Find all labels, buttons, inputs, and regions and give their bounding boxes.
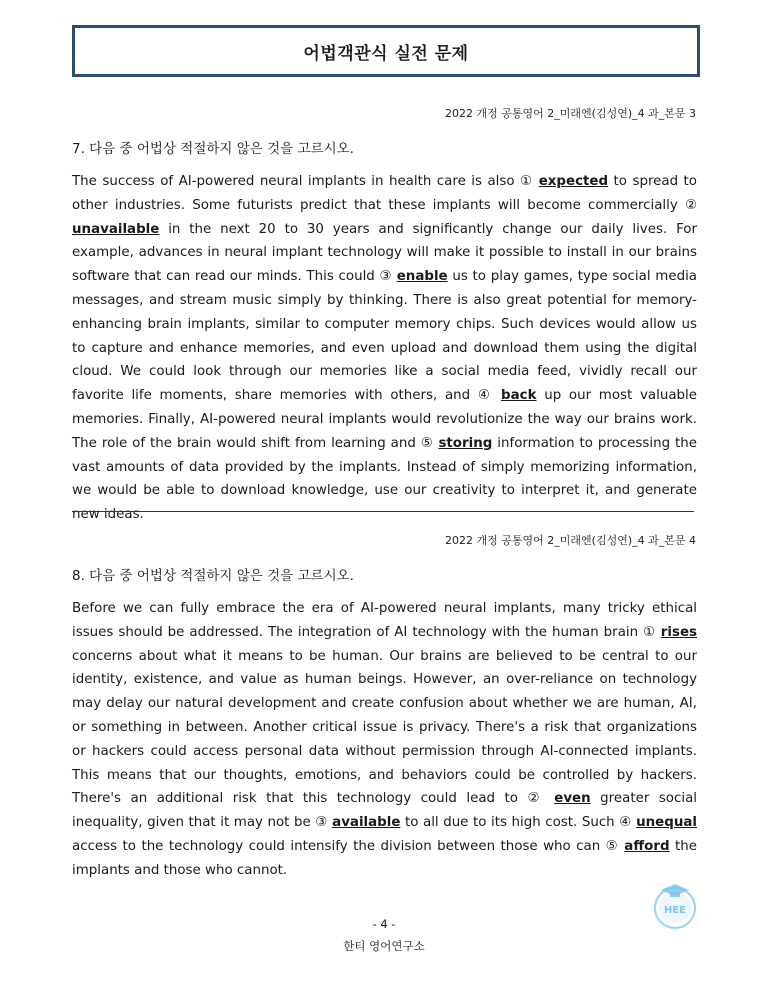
q8-option-2: even bbox=[554, 791, 591, 807]
q8-text-6: the implants and those who cannot. bbox=[72, 838, 697, 878]
q8-option-5: afford bbox=[624, 838, 670, 854]
q8-source: 2022 개정 공통영어 2_미래엔(김성연)_4 과_본문 4 bbox=[445, 534, 696, 547]
divider bbox=[72, 511, 694, 512]
q7-text-4: us to play games, type social media messages, and stream music simply by thinking. There is also great potential for memory-enhancing brain implants, similar to computer memory chips. Such devices would allow us to capture and enhance memories, and even upload and download them using the digital cloud. We could look through our memories like a social media feed, vividly recall our favorite life moments, share memories with others, and ④ bbox=[72, 269, 698, 404]
q8-passage bbox=[72, 597, 697, 883]
footer-org: 한티 영어연구소 bbox=[343, 939, 425, 953]
q7-text-3: in the next 20 to 30 years and significantly change our daily lives. For example, advances in neural implant technology will make it possible to install in our brains software that can read our minds. This could ③ bbox=[72, 221, 697, 285]
page-number: - 4 - bbox=[372, 917, 396, 931]
q8-option-3: available bbox=[332, 815, 401, 831]
q7-option-5: storing bbox=[438, 435, 493, 451]
q7-text-1: The success of AI-powered neural implants in health care is also ① bbox=[72, 174, 539, 189]
q7-text-6: information to processing the vast amounts of data provided by the implants. Instead of simply memorizing information, we would be able to download knowledge, use our creativity to interpret it, and generate new ideas. bbox=[72, 435, 697, 523]
q8-question: 8. 다음 중 어법상 적절하지 않은 것을 고르시오. bbox=[72, 568, 354, 584]
q7-option-3: enable bbox=[396, 269, 448, 285]
q8-text-1: Before we can fully embrace the era of AI-powered neural implants, many tricky ethical issues should be addressed. The integration of AI technology with the human brain ① bbox=[72, 601, 697, 640]
logo-text: HEE bbox=[663, 905, 687, 916]
q7-text-5: up our most valuable memories. Finally, AI-powered neural implants would revolutionize the way our brains work. The role of the brain would shift from learning and ⑤ bbox=[72, 388, 697, 451]
q8-option-4: unequal bbox=[636, 815, 697, 831]
q7-text-2: to spread to other industries. Some futurists predict that these implants will become commercially ② bbox=[72, 174, 697, 213]
title-box bbox=[72, 25, 700, 77]
q7-passage bbox=[72, 170, 697, 527]
q7-source: 2022 개정 공통영어 2_미래엔(김성연)_4 과_본문 3 bbox=[445, 107, 696, 120]
q8-text-5: access to the technology could intensify the division between those who can ⑤ bbox=[72, 838, 625, 854]
q8-text-4: to all due to its high cost. Such ④ bbox=[400, 815, 637, 831]
q8-option-1: rises bbox=[660, 624, 697, 640]
q8-text-2: concerns about what it means to be human. Our brains are believed to be central to our identity, existence, and value as human beings. However, an over-reliance on technology may delay our natural development and create confusion about whether we are human, AI, or something in between. Another critical issue is privacy. There's a risk that organizations or hackers could access personal data without permission through AI-connected implants. This means that our thoughts, emotions, and behaviors could be controlled by hackers. There's an additional risk that this technology could lead to ② bbox=[72, 648, 697, 807]
q7-question: 7. 다음 중 어법상 적절하지 않은 것을 고르시오. bbox=[72, 141, 354, 157]
q8-text-3: greater social inequality, given that it may not be ③ bbox=[72, 791, 697, 831]
q7-option-2: unavailable bbox=[72, 221, 160, 237]
q7-option-1: expected bbox=[538, 174, 609, 189]
page-title: 어법객관식 실전 문제 bbox=[303, 43, 469, 64]
q7-option-4: back bbox=[501, 388, 537, 404]
